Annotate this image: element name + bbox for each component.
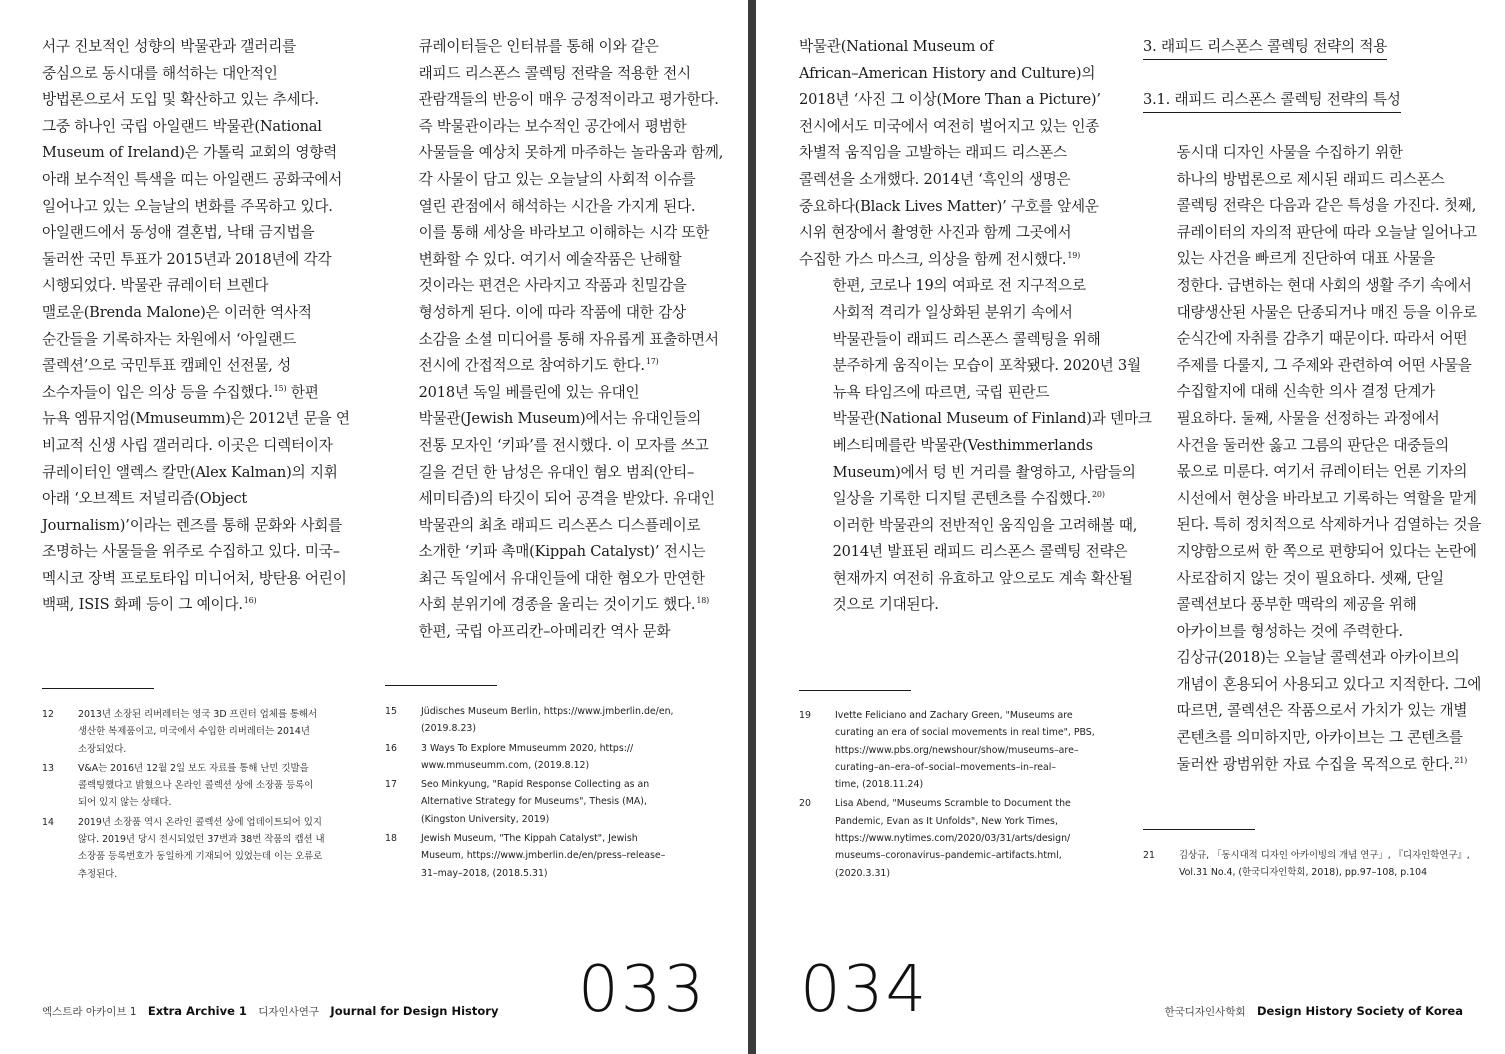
text-line: 길을 걷던 한 남성은 유대인 혐오 범죄(안티– (418, 463, 695, 481)
text-line: 전통 모자인 ‘키파’를 전시했다. 이 모자를 쓰고 (418, 436, 709, 454)
right-footnotes-column-1 (799, 707, 1129, 884)
text-line: 차별적 움직임을 고발하는 래피드 리스폰스 (799, 144, 1067, 162)
text-line: 둘러싼 국민 투표가 2015년과 2018년에 각각 (42, 250, 332, 268)
text-line: 큐레이터인 앨렉스 칼만(Alex Kalman)의 지휘 (42, 463, 338, 481)
text-line: 비교적 신생 사립 갤러리다. 이곳은 디렉터이자 (42, 436, 333, 454)
footnote-divider (799, 690, 911, 691)
footnote (42, 706, 362, 758)
text-line: 시선에서 현상을 바라보고 기록하는 역할을 맡게 (1176, 489, 1477, 507)
paragraph (799, 34, 1124, 273)
text-line: 소감을 소셜 미디어를 통해 자유롭게 표출하면서 (418, 330, 719, 348)
footnote-ref: 19) (1067, 250, 1081, 260)
footnote-text: V&A는 2016년 12월 2일 보도 자료를 통해 난민 깃발을 콜렉팅했다고 밝혔으나 온라인 콜렉션 상에 소장품 등록이 되어 있지 않는 상태다. (78, 762, 314, 809)
text-line: 뉴욕 엠뮤지엄(Mmuseumm)은 2012년 문을 연 (42, 410, 350, 428)
paragraph (42, 34, 362, 619)
text-line: 세미티즘)의 타깃이 되어 공격을 받았다. 유대인 (418, 490, 715, 508)
text-line: 소개한 ‘키파 촉매(Kippah Catalyst)’ 전시는 (418, 543, 706, 561)
footnote-text: Ivette Feliciano and Zachary Green, "Museums are curating an era of social movements in real time", PBS, https://www.pbs.org/newshour/show/museums–are– curating–an–era–of–social–movements–in–real– time, (2018.11.24) (835, 710, 1095, 791)
footnote (385, 776, 715, 828)
text-line: 김상규(2018)는 오늘날 콜렉션과 아카이브의 (1176, 649, 1460, 667)
text-line: 동시대 디자인 사물을 수집하기 위한 (1176, 144, 1403, 161)
text-line: 박물관(National Museum of (799, 38, 994, 55)
text-line: 2018년 독일 베를린에 있는 유대인 (418, 383, 640, 401)
footnote-ref: 20) (1092, 490, 1105, 500)
text-line: 하나의 방법론으로 제시된 래피드 리스폰스 (1176, 170, 1445, 188)
right-body-column-1 (799, 34, 1152, 619)
text-line: 형성하게 된다. 이에 따라 작품에 대한 감상 (418, 303, 686, 321)
text-line: 즉 박물관이라는 보수적인 공간에서 평범한 (418, 117, 687, 135)
right-body-column-2 (1143, 34, 1482, 778)
page-number: 034 (800, 953, 929, 1027)
footnote-divider (1143, 829, 1255, 830)
footer-journal-kr: 디자인사연구 (258, 1006, 320, 1018)
left-page (0, 0, 748, 1054)
text-line: 뉴욕 타임즈에 따르면, 국립 핀란드 (832, 383, 1050, 401)
footer-society-kr: 한국디자인사학회 (1164, 1006, 1246, 1018)
text-line: 중심으로 동시대를 해석하는 대안적인 (42, 64, 278, 82)
text-line: 박물관(Jewish Museum)에서는 유대인들의 (418, 410, 702, 428)
text-line: 일어나고 있는 오늘날의 변화를 주목하고 있다. (42, 197, 333, 215)
text-line: 몫으로 미룬다. 여기서 큐레이터는 언론 기자의 (1176, 463, 1468, 481)
section-heading: 3. 래피드 리스폰스 콜렉팅 전략의 적용 (1143, 34, 1473, 61)
page-gutter (748, 0, 756, 1054)
text-line: 콜렉션을 소개했다. 2014년 ‘흑인의 생명은 (799, 170, 1071, 188)
right-footer (1164, 1004, 1463, 1019)
right-page (756, 0, 1505, 1054)
text-line: 순간들을 기록하자는 차원에서 ‘아일랜드 (42, 330, 297, 348)
footnote (1143, 847, 1473, 882)
paragraph (799, 273, 1152, 619)
right-footnotes-column-2 (1143, 847, 1473, 884)
text-line: 한편, 국립 아프리칸–아메리칸 역사 문화 (418, 623, 671, 641)
text-line: 아래 ‘오브젝트 저널리즘(Object (42, 490, 248, 508)
footnote (385, 830, 715, 882)
footnote-text: 2019년 소장품 역시 온라인 콜렉션 상에 업데이트되어 있지 않다. 2019년 당시 전시되었던 37번과 38번 작품의 캡션 내 소장품 등록번호가 동일하게 기재되어 있었는데 이는 오류로 추정된다. (78, 816, 325, 880)
text-line: 박물관들이 래피드 리스폰스 콜렉팅을 위해 (832, 330, 1101, 348)
footnote-number: 16 (385, 742, 397, 754)
text-line: Journalism)’이라는 렌즈를 통해 문화와 사회를 (42, 516, 343, 534)
footer-series-en: Extra Archive 1 (147, 1004, 247, 1018)
footnote-divider (385, 685, 497, 686)
text-line: African–American History and Culture)의 (799, 64, 1096, 82)
footnote-ref: 15) (273, 383, 287, 393)
text-line: 정한다. 급변하는 현대 사회의 생활 주기 속에서 (1176, 276, 1472, 294)
text-line: 필요하다. 둘째, 사물을 선정하는 과정에서 (1176, 409, 1440, 427)
footnote-number: 20 (799, 798, 811, 810)
text-line: 이러한 박물관의 전반적인 움직임을 고려해볼 때, (832, 516, 1138, 534)
text-line: 일상을 기록한 디지털 콘텐츠를 수집했다.$^{20)}$ (832, 490, 1105, 508)
text-line: 멕시코 장벽 프로토타입 미니어처, 방탄용 어린이 (42, 569, 347, 587)
page-number: 033 (578, 953, 707, 1027)
text-line: 사회적 격리가 일상화된 분위기 속에서 (832, 303, 1073, 321)
text-line: 된다. 특히 정치적으로 삭제하거나 검열하는 것을 (1176, 516, 1482, 534)
left-footnotes-column-2 (385, 703, 715, 884)
text-line: 그중 하나인 국립 아일랜드 박물관(National (42, 117, 322, 135)
text-line: 콜렉션’으로 국민투표 캠페인 선전물, 성 (42, 357, 291, 375)
text-line: 주제를 다룰지, 그 주제와 관련하여 어떤 사물을 (1176, 356, 1472, 374)
footnote-number: 14 (42, 816, 54, 828)
footnote-ref: 17) (645, 357, 659, 367)
footnote (42, 760, 362, 812)
text-line: 한편, 코로나 19의 여파로 전 지구적으로 (832, 277, 1086, 295)
text-line: 큐레이터들은 인터뷰를 통해 이와 같은 (418, 38, 659, 55)
text-line: Museum of Ireland)은 가톨릭 교회의 영향력 (42, 144, 338, 162)
text-line: 순식간에 자취를 감추기 때문이다. 따라서 어떤 (1176, 330, 1468, 348)
footnote-number: 15 (385, 706, 397, 717)
footnote (799, 795, 1129, 881)
text-line: 둘러싼 광범위한 자료 수집을 목적으로 한다.$^{21)}$ (1176, 755, 1468, 773)
text-line: 베스티메를란 박물관(Vesthimmerlands (832, 436, 1093, 454)
footnote-ref: 16) (243, 596, 257, 606)
footnote-number: 21 (1143, 850, 1155, 861)
text-line: 박물관의 최초 래피드 리스폰스 디스플레이로 (418, 516, 701, 534)
text-line: 시위 현장에서 촬영한 사진과 함께 그곳에서 (799, 224, 1072, 242)
left-body-column-1 (42, 34, 362, 619)
footnote-text: Jüdisches Museum Berlin, https://www.jmberlin.de/en, (2019.8.23) (421, 706, 674, 735)
footnote-text: Jewish Museum, "The Kippah Catalyst", Jewish Museum, https://www.jmberlin.de/en/press–release– 31–may–2018, (2018.5.31) (421, 833, 666, 879)
footer-series-kr: 엑스트라 아카이브 1 (42, 1006, 137, 1018)
paragraph (385, 34, 724, 380)
footnote-number: 19 (799, 710, 811, 721)
left-footnotes-column-1 (42, 706, 362, 885)
text-line: 사로잡히지 않는 것이 필요하다. 셋째, 단일 (1176, 569, 1444, 587)
text-line: 래피드 리스폰스 콜렉팅 전략을 적용한 전시 (418, 64, 691, 82)
text-line: 콜렉팅 전략은 다음과 같은 특성을 가진다. 첫째, (1176, 197, 1477, 215)
footer-society-en: Design History Society of Korea (1256, 1004, 1463, 1018)
footnote-text: Seo Minkyung, "Rapid Response Collecting as an Alternative Strategy for Museums", Thesis (MA), (Kingston University, 2019) (421, 779, 650, 825)
text-line: 콜렉션보다 풍부한 맥락의 제공을 위해 (1176, 596, 1417, 614)
text-line: 조명하는 사물들을 위주로 수집하고 있다. 미국– (42, 543, 340, 561)
text-line: 큐레이터의 자의적 판단에 따라 오늘날 일어나고 (1176, 223, 1477, 241)
text-line: 아카이브를 형성하는 것에 주력한다. (1176, 622, 1403, 640)
footnote-number: 18 (385, 833, 397, 845)
footnote-number: 12 (42, 709, 54, 720)
text-line: 있는 사건을 빠르게 진단하여 대표 사물을 (1176, 250, 1436, 268)
text-line: 방법론으로서 도입 및 확산하고 있는 추세다. (42, 91, 319, 109)
text-line: 관람객들의 반응이 매우 긍정적이라고 평가한다. (418, 91, 719, 109)
text-line: 각 사물이 담고 있는 오늘날의 사회적 이슈를 (418, 170, 696, 188)
text-line: 열린 관점에서 해석하는 시간을 가지게 된다. (418, 197, 696, 215)
text-line: 변화할 수 있다. 여기서 예술작품은 난해할 (418, 250, 682, 268)
text-line: 백팩, ISIS 화폐 등이 그 예이다.$^{16)}$ (42, 596, 257, 614)
footnote-text: 2013년 소장된 리버레터는 영국 3D 프린터 업체를 통해서 생산한 복제품이고, 미국에서 수입한 리버레터는 2014년 소장되었다. (78, 709, 318, 755)
text-line: 아일랜드에서 동성애 결혼법, 낙태 금지법을 (42, 224, 315, 242)
text-line: 콘텐츠를 의미하지만, 아카이브는 그 콘텐츠를 (1176, 729, 1463, 747)
footnote-text: 김상규, 「동시대적 디자인 아카이빙의 개념 연구」, 『디자인학연구』, Vol.31 No.4, (한국디자인학회, 2018), pp.97–108, p.104 (1179, 850, 1470, 879)
text-line: 시행되었다. 박물관 큐레이터 브렌다 (42, 277, 269, 295)
text-line: 최근 독일에서 유대인들에 대한 혐오가 만연한 (418, 569, 705, 587)
text-line: 전시에서도 미국에서 여전히 벌어지고 있는 인종 (799, 117, 1100, 135)
text-line: 박물관(National Museum of Finland)과 덴마크 (832, 410, 1152, 428)
text-line: 현재까지 여전히 유효하고 앞으로도 계속 확산될 (832, 569, 1133, 587)
text-line: 개념이 혼용되어 사용되고 있다고 지적한다. 그에 (1176, 675, 1482, 693)
text-line: 이를 통해 세상을 바라보고 이해하는 시각 또한 (418, 224, 710, 242)
text-line: 사건을 둘러싼 옳고 그름의 판단은 대중들의 (1176, 436, 1449, 454)
text-line: 전시에 간접적으로 참여하기도 한다.$^{17)}$ (418, 357, 659, 375)
footnote (42, 814, 362, 883)
footnote-ref: 21) (1454, 755, 1468, 765)
footnote-number: 13 (42, 762, 54, 774)
text-line: 대량생산된 사물은 단종되거나 매진 등을 이유로 (1176, 303, 1477, 321)
footnote-text: Lisa Abend, "Museums Scramble to Document the Pandemic, Evan as It Unfolds", New York Times, https://www.nytimes.com/2020/03/31/arts/design/ museums–coronavirus–pandemic–artifacts.html, (2020.3.31) (835, 798, 1071, 879)
left-footer (42, 1004, 498, 1019)
text-line: 서구 진보적인 성향의 박물관과 갤러리를 (42, 38, 297, 55)
subsection-heading: 3.1. 래피드 리스폰스 콜렉팅 전략의 특성 (1143, 87, 1473, 114)
footnote (385, 740, 715, 775)
text-line: 수집한 가스 마스크, 의상을 함께 전시했다.$^{19)}$ (799, 250, 1081, 268)
text-line: 아래 보수적인 특색을 띠는 아일랜드 공화국에서 (42, 170, 343, 188)
text-line: 사물들을 예상치 못하게 마주하는 놀라움과 함께, (418, 144, 724, 162)
text-line: Museum)에서 텅 빈 거리를 촬영하고, 사람들의 (832, 463, 1136, 481)
left-body-column-2 (385, 34, 724, 646)
footnote-number: 17 (385, 779, 397, 791)
text-line: 수집할지에 대해 신속한 의사 결정 단계가 (1176, 383, 1436, 401)
text-line: 것이라는 편견은 사라지고 작품과 친밀감을 (418, 277, 687, 295)
footnote (799, 707, 1129, 793)
paragraph (1143, 140, 1482, 778)
text-line: 소수자들이 입은 의상 등을 수집했다.$^{15)}$ 한편 (42, 383, 319, 401)
paragraph (385, 380, 715, 646)
text-line: 분주하게 움직이는 모습이 포착됐다. 2020년 3월 (832, 357, 1141, 375)
footnote-text: 3 Ways To Explore Mmuseumm 2020, https:// www.mmuseumm.com, (2019.8.12) (421, 742, 634, 771)
text-line: 맬로운(Brenda Malone)은 이러한 역사적 (42, 303, 312, 321)
footer-journal-en: Journal for Design History (330, 1004, 499, 1018)
text-line: 사회 분위기에 경종을 울리는 것이기도 했다.$^{18)}$ (418, 596, 710, 614)
text-line: 지양함으로써 한 쪽으로 편향되어 있다는 논란에 (1176, 542, 1477, 560)
text-line: 2018년 ‘사진 그 이상(More Than a Picture)’ (799, 91, 1101, 109)
footnote-ref: 18) (696, 596, 710, 606)
text-line: 것으로 기대된다. (832, 596, 939, 614)
text-line: 2014년 발표된 래피드 리스폰스 콜렉팅 전략은 (832, 543, 1128, 561)
text-line: 따르면, 콜렉션은 작품으로서 가치가 있는 개별 (1176, 702, 1468, 720)
footnote-divider (42, 688, 154, 689)
footnote (385, 703, 715, 738)
text-line: 중요하다(Black Lives Matter)’ 구호를 앞세운 (799, 197, 1099, 215)
